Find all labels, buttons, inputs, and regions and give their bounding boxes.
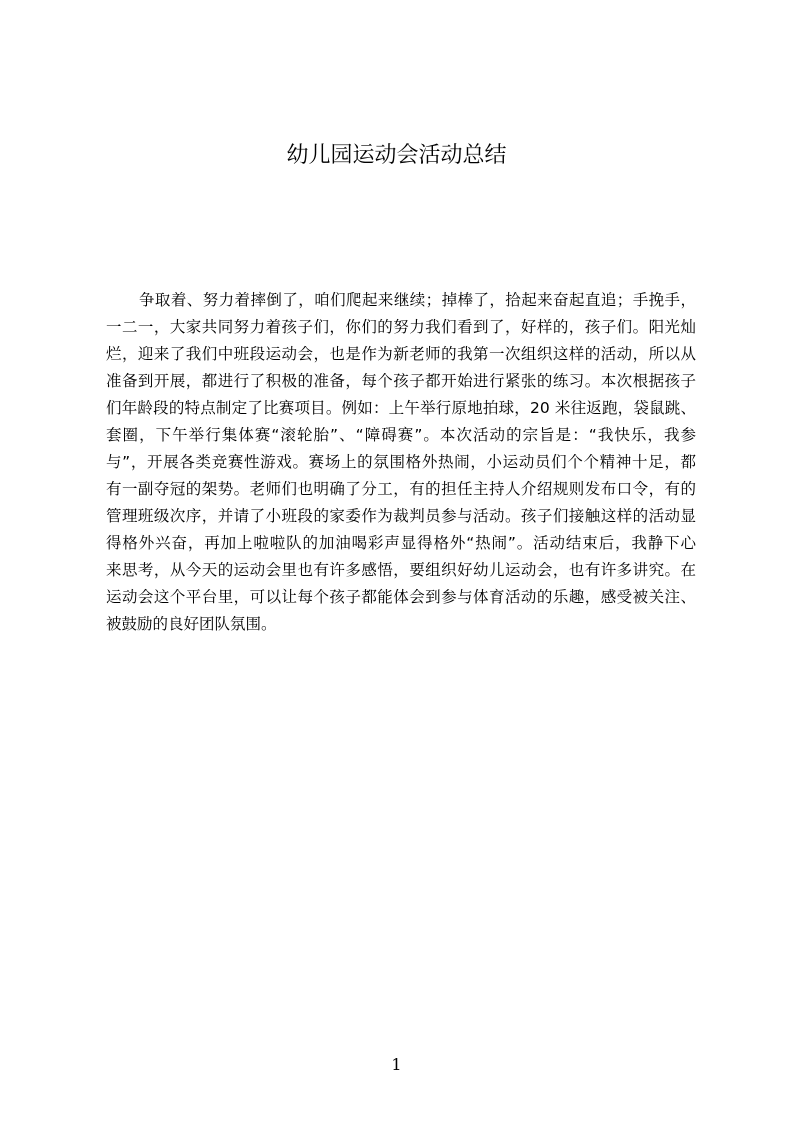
- paragraph-line: 准备到开展，都进行了积极的准备，每个孩子都开始进行紧张的练习。本次根据孩子: [106, 372, 696, 390]
- paragraph-line: 们年龄段的特点制定了比赛项目。例如：上午举行原地拍球，20 米往返跑，袋鼠跳、: [106, 399, 696, 417]
- paragraph-line: 来思考，从今天的运动会里也有许多感悟，要组织好幼儿运动会，也有许多讲究。在: [106, 561, 696, 579]
- page-number: 1: [391, 1055, 402, 1074]
- paragraph-line: 一二一，大家共同努力着孩子们，你们的努力我们看到了，好样的，孩子们。阳光灿: [106, 318, 696, 336]
- document-title: 幼儿园运动会活动总结: [286, 143, 507, 168]
- paragraph-line: 运动会这个平台里，可以让每个孩子都能体会到参与体育活动的乐趣，感受被关注、: [106, 588, 696, 606]
- paragraph-line: 与”，开展各类竞赛性游戏。赛场上的氛围格外热闹，小运动员们个个精神十足，都: [106, 453, 696, 471]
- paragraph-line: 得格外兴奋，再加上啦啦队的加油喝彩声显得格外“热闹”。活动结束后，我静下心: [106, 534, 696, 552]
- paragraph-line: 烂，迎来了我们中班段运动会，也是作为新老师的我第一次组织这样的活动，所以从: [106, 345, 696, 363]
- paragraph-line: 管理班级次序，并请了小班段的家委作为裁判员参与活动。孩子们接触这样的活动显: [106, 507, 696, 525]
- body-paragraph: [106, 287, 696, 638]
- paragraph-line: 争取着、努力着摔倒了，咱们爬起来继续；掉棒了，拾起来奋起直追；手挽手，: [139, 291, 696, 309]
- paragraph-line: 有一副夺冠的架势。老师们也明确了分工，有的担任主持人介绍规则发布口令，有的: [106, 480, 696, 498]
- paragraph-line: 被鼓励的良好团队氛围。: [106, 615, 277, 633]
- paragraph-line: 套圈，下午举行集体赛“滚轮胎”、“障碍赛”。本次活动的宗旨是：“我快乐，我参: [106, 426, 696, 444]
